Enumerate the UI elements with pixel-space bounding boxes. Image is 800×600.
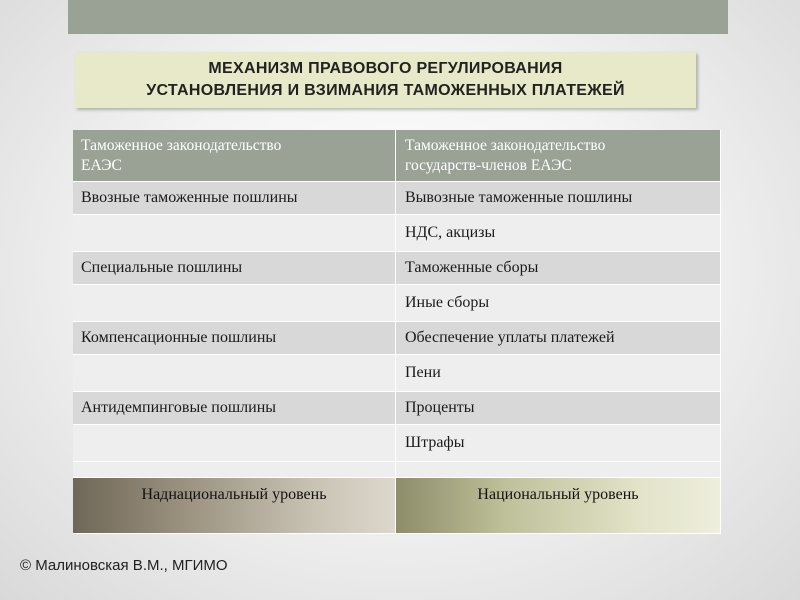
- table-cell-right: Пени: [396, 355, 721, 392]
- table-cell-left: [73, 462, 396, 478]
- table-cell-right: Обеспечение уплаты платежей: [396, 322, 721, 355]
- header-member-line-1: Таможенное законодательство: [405, 137, 606, 154]
- table-footer-row: [73, 478, 721, 534]
- table-row: [73, 355, 721, 392]
- table-cell-left: [73, 215, 396, 252]
- table-cell-left: Специальные пошлины: [73, 252, 396, 285]
- table-row: [73, 215, 721, 252]
- table-spacer-row: [73, 462, 721, 478]
- table-cell-right: Штрафы: [396, 425, 721, 462]
- header-member-states: [396, 130, 721, 182]
- table-row: [73, 392, 721, 425]
- slide-title: [75, 52, 696, 108]
- table-cell-right: [396, 462, 721, 478]
- header-eaeu-line-2: ЕАЭС: [81, 157, 122, 174]
- table-cell-left: Компенсационные пошлины: [73, 322, 396, 355]
- supranational-level-label: Наднациональный уровень: [73, 478, 396, 534]
- table-row: [73, 285, 721, 322]
- table-cell-right: Проценты: [396, 392, 721, 425]
- table-row: [73, 425, 721, 462]
- header-eaeu: [73, 130, 396, 182]
- regulation-table: [73, 130, 721, 534]
- title-line-1: МЕХАНИЗМ ПРАВОВОГО РЕГУЛИРОВАНИЯ: [208, 60, 563, 77]
- header-eaeu-line-1: Таможенное законодательство: [81, 137, 282, 154]
- table-cell-right: НДС, акцизы: [396, 215, 721, 252]
- table-cell-right: Иные сборы: [396, 285, 721, 322]
- table-cell-left: [73, 285, 396, 322]
- table-cell-left: Ввозные таможенные пошлины: [73, 182, 396, 215]
- table-cell-left: Антидемпинговые пошлины: [73, 392, 396, 425]
- title-line-2: УСТАНОВЛЕНИЯ И ВЗИМАНИЯ ТАМОЖЕННЫХ ПЛАТЕЖЕЙ: [146, 82, 625, 99]
- table-cell-right: Таможенные сборы: [396, 252, 721, 285]
- table-cell-right: Вывозные таможенные пошлины: [396, 182, 721, 215]
- table-cell-left: [73, 425, 396, 462]
- top-decor-bar: [68, 0, 728, 34]
- table-row: [73, 182, 721, 215]
- national-level-label: Национальный уровень: [396, 478, 721, 534]
- header-member-line-2: государств-членов ЕАЭС: [405, 157, 572, 174]
- copyright-text: © Малиновская В.М., МГИМО: [20, 557, 228, 574]
- table-header-row: [73, 130, 721, 182]
- table-row: [73, 322, 721, 355]
- table-cell-left: [73, 355, 396, 392]
- table-row: [73, 252, 721, 285]
